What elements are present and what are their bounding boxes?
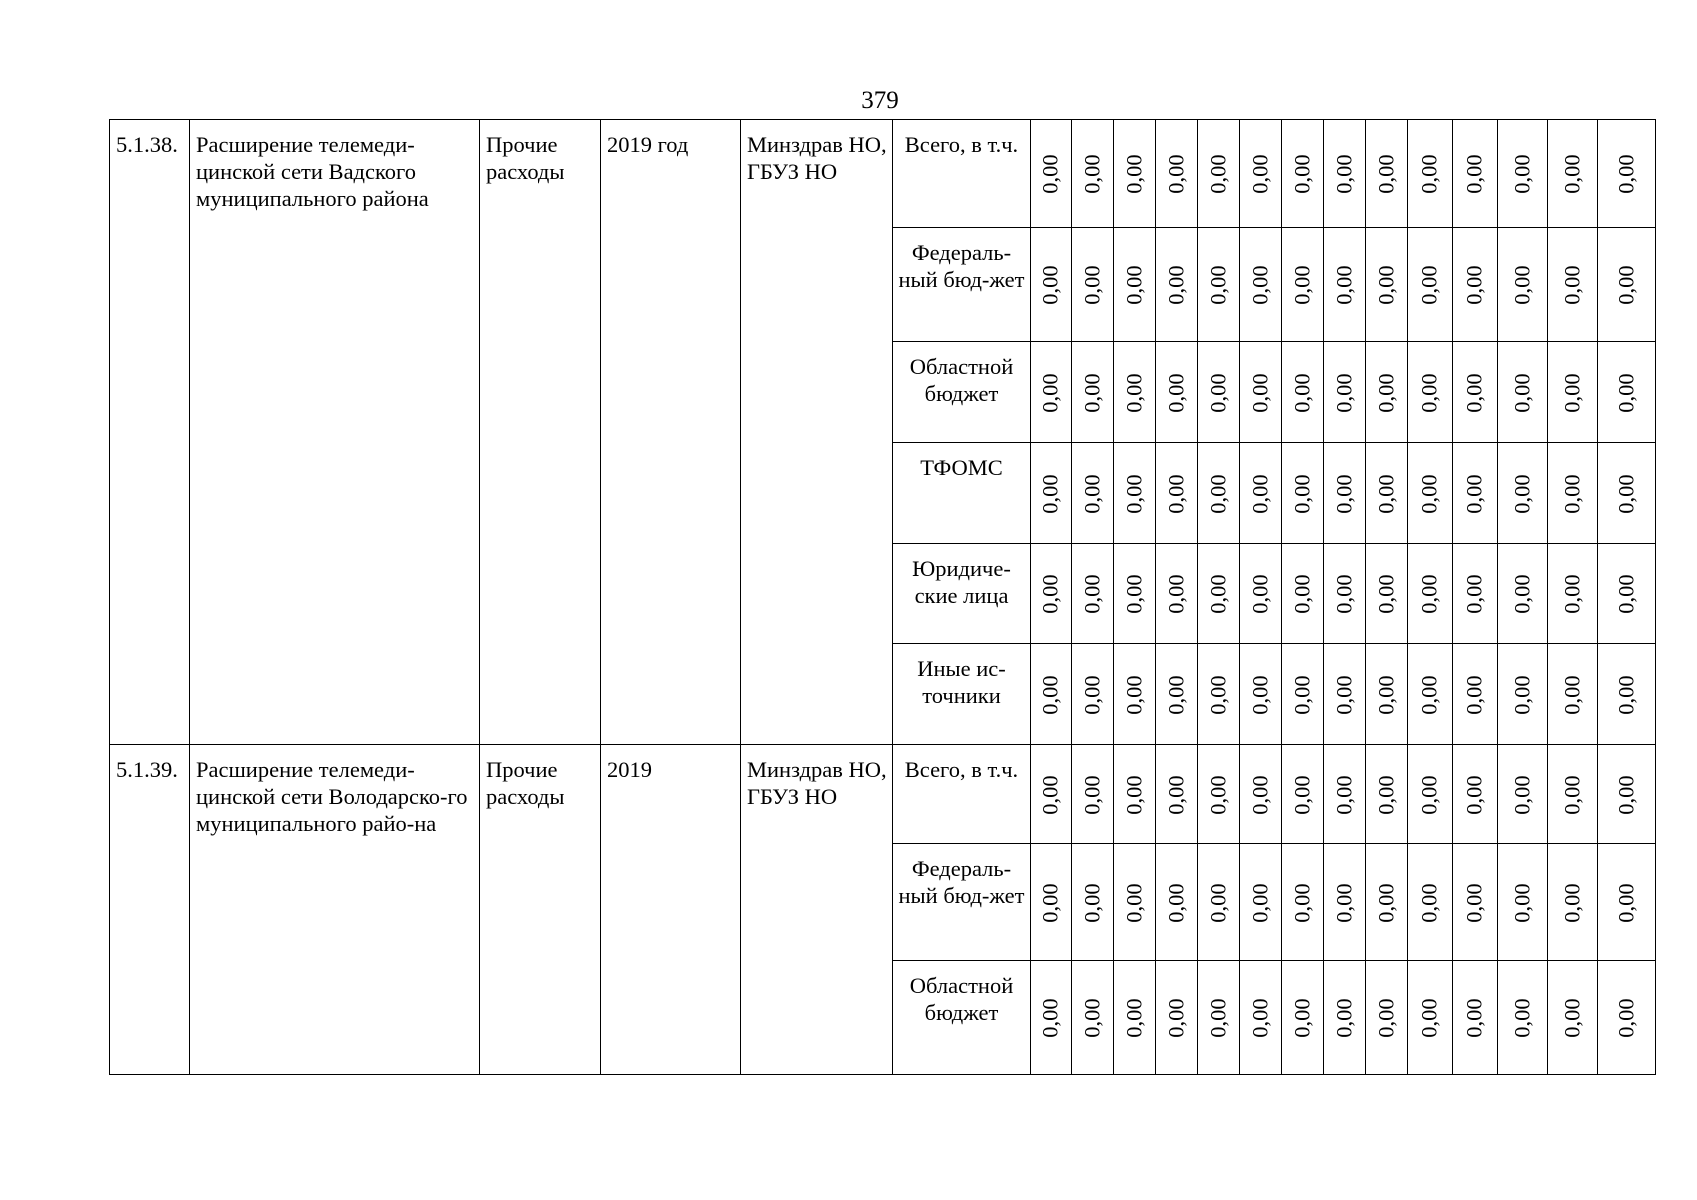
- value-cell: [1324, 544, 1366, 644]
- value-cell: [1453, 745, 1498, 844]
- value-cell: [1198, 745, 1240, 844]
- funding-source-label: ТФОМС: [893, 443, 1031, 544]
- value-cell: [1114, 745, 1156, 844]
- value-cell: [1366, 644, 1408, 745]
- value-text: 0,00: [1462, 372, 1487, 413]
- value-text: 0,00: [1247, 998, 1273, 1038]
- value-text: 0,00: [1289, 473, 1315, 514]
- funding-source-label: Областной бюджет: [893, 342, 1031, 443]
- value-cell: [1072, 644, 1114, 745]
- value-text: 0,00: [1331, 998, 1357, 1038]
- value-text: 0,00: [1509, 473, 1535, 514]
- value-cell: [1240, 120, 1282, 228]
- value-text: 0,00: [1331, 774, 1357, 815]
- value-text: 0,00: [1559, 473, 1585, 514]
- value-text: 0,00: [1417, 882, 1442, 923]
- value-cell: [1114, 120, 1156, 228]
- value-cell: [1548, 544, 1598, 644]
- value-text: 0,00: [1247, 154, 1273, 194]
- value-text: 0,00: [1247, 372, 1273, 413]
- value-text: 0,00: [1038, 154, 1063, 194]
- value-cell: [1498, 844, 1548, 961]
- value-text: 0,00: [1559, 674, 1585, 715]
- item-executor: Минздрав НО, ГБУЗ НО: [741, 120, 893, 745]
- value-cell: [1498, 120, 1548, 228]
- value-cell: [1408, 961, 1453, 1075]
- value-cell: [1498, 644, 1548, 745]
- value-cell: [1548, 120, 1598, 228]
- value-text: 0,00: [1163, 473, 1189, 514]
- value-text: 0,00: [1373, 674, 1399, 715]
- value-text: 0,00: [1417, 774, 1442, 815]
- value-text: 0,00: [1559, 998, 1585, 1038]
- value-cell: [1548, 443, 1598, 544]
- value-cell: [1324, 228, 1366, 342]
- value-text: 0,00: [1121, 882, 1147, 923]
- value-cell: [1240, 544, 1282, 644]
- value-text: 0,00: [1121, 774, 1147, 815]
- value-text: 0,00: [1038, 372, 1063, 413]
- value-cell: [1114, 961, 1156, 1075]
- value-text: 0,00: [1121, 574, 1147, 614]
- expense-type: Прочие расходы: [480, 120, 601, 745]
- value-cell: [1548, 228, 1598, 342]
- value-cell: [1114, 342, 1156, 443]
- value-text: 0,00: [1331, 154, 1357, 194]
- value-cell: [1114, 544, 1156, 644]
- value-text: 0,00: [1205, 882, 1231, 923]
- value-cell: [1156, 644, 1198, 745]
- value-cell: [1156, 228, 1198, 342]
- value-cell: [1031, 745, 1072, 844]
- value-text: 0,00: [1509, 674, 1535, 715]
- value-cell: [1366, 120, 1408, 228]
- value-cell: [1598, 228, 1656, 342]
- value-cell: [1156, 844, 1198, 961]
- value-cell: [1324, 120, 1366, 228]
- value-text: 0,00: [1289, 674, 1315, 715]
- value-cell: [1453, 544, 1498, 644]
- value-cell: [1366, 745, 1408, 844]
- value-text: 0,00: [1462, 998, 1487, 1038]
- value-text: 0,00: [1163, 674, 1189, 715]
- value-text: 0,00: [1289, 154, 1315, 194]
- value-cell: [1548, 745, 1598, 844]
- value-text: 0,00: [1331, 882, 1357, 923]
- value-cell: [1598, 443, 1656, 544]
- value-text: 0,00: [1163, 265, 1189, 305]
- value-cell: [1156, 961, 1198, 1075]
- value-cell: [1072, 961, 1114, 1075]
- value-cell: [1598, 120, 1656, 228]
- value-text: 0,00: [1331, 265, 1357, 305]
- value-text: 0,00: [1079, 574, 1105, 614]
- value-text: 0,00: [1559, 265, 1585, 305]
- budget-table: [109, 119, 1656, 1075]
- value-cell: [1324, 745, 1366, 844]
- value-text: 0,00: [1205, 998, 1231, 1038]
- value-cell: [1408, 644, 1453, 745]
- value-cell: [1031, 644, 1072, 745]
- value-text: 0,00: [1373, 265, 1399, 305]
- item-executor: Минздрав НО, ГБУЗ НО: [741, 745, 893, 1075]
- value-cell: [1366, 443, 1408, 544]
- value-cell: [1240, 961, 1282, 1075]
- value-text: 0,00: [1509, 998, 1535, 1038]
- value-text: 0,00: [1079, 674, 1105, 715]
- value-text: 0,00: [1559, 372, 1585, 413]
- value-cell: [1031, 342, 1072, 443]
- funding-source-label: Всего, в т.ч.: [893, 120, 1031, 228]
- value-cell: [1282, 745, 1324, 844]
- budget-table-wrapper: [109, 119, 1656, 1075]
- value-text: 0,00: [1509, 372, 1535, 413]
- value-text: 0,00: [1462, 154, 1487, 194]
- value-cell: [1198, 342, 1240, 443]
- value-cell: [1031, 961, 1072, 1075]
- value-cell: [1366, 342, 1408, 443]
- value-text: 0,00: [1079, 774, 1105, 815]
- value-text: 0,00: [1163, 998, 1189, 1038]
- value-cell: [1240, 342, 1282, 443]
- value-text: 0,00: [1247, 473, 1273, 514]
- value-cell: [1324, 342, 1366, 443]
- value-text: 0,00: [1373, 774, 1399, 815]
- value-text: 0,00: [1079, 473, 1105, 514]
- value-text: 0,00: [1163, 574, 1189, 614]
- value-cell: [1548, 844, 1598, 961]
- value-text: 0,00: [1613, 674, 1639, 715]
- value-cell: [1072, 745, 1114, 844]
- value-cell: [1598, 961, 1656, 1075]
- value-cell: [1240, 228, 1282, 342]
- item-number: 5.1.38.: [110, 120, 190, 745]
- value-cell: [1598, 644, 1656, 745]
- value-cell: [1198, 844, 1240, 961]
- value-text: 0,00: [1079, 882, 1105, 923]
- value-text: 0,00: [1373, 154, 1399, 194]
- table-row: [110, 745, 1656, 844]
- value-text: 0,00: [1247, 882, 1273, 923]
- value-text: 0,00: [1373, 372, 1399, 413]
- value-cell: [1453, 961, 1498, 1075]
- value-text: 0,00: [1121, 372, 1147, 413]
- value-text: 0,00: [1079, 265, 1105, 305]
- value-cell: [1072, 228, 1114, 342]
- funding-source-label: Федераль-ный бюд-жет: [893, 228, 1031, 342]
- value-cell: [1498, 544, 1548, 644]
- value-text: 0,00: [1417, 674, 1442, 715]
- value-cell: [1198, 443, 1240, 544]
- value-text: 0,00: [1289, 574, 1315, 614]
- value-text: 0,00: [1038, 674, 1063, 715]
- value-cell: [1198, 544, 1240, 644]
- value-cell: [1156, 443, 1198, 544]
- value-cell: [1282, 644, 1324, 745]
- value-cell: [1548, 342, 1598, 443]
- value-text: 0,00: [1462, 774, 1487, 815]
- value-cell: [1031, 544, 1072, 644]
- value-text: 0,00: [1247, 574, 1273, 614]
- value-text: 0,00: [1417, 574, 1442, 614]
- value-cell: [1114, 228, 1156, 342]
- value-cell: [1453, 443, 1498, 544]
- value-cell: [1072, 844, 1114, 961]
- value-cell: [1282, 342, 1324, 443]
- value-text: 0,00: [1205, 674, 1231, 715]
- value-cell: [1408, 342, 1453, 443]
- value-cell: [1114, 443, 1156, 544]
- value-cell: [1198, 120, 1240, 228]
- value-cell: [1282, 228, 1324, 342]
- value-cell: [1031, 228, 1072, 342]
- value-cell: [1324, 443, 1366, 544]
- value-cell: [1114, 844, 1156, 961]
- value-cell: [1453, 342, 1498, 443]
- value-cell: [1240, 644, 1282, 745]
- value-cell: [1282, 544, 1324, 644]
- value-text: 0,00: [1373, 882, 1399, 923]
- value-text: 0,00: [1247, 674, 1273, 715]
- item-name: Расширение телемеди-цинской сети Володарско-го муниципального райо-на: [190, 745, 480, 1075]
- value-text: 0,00: [1613, 372, 1639, 413]
- value-cell: [1156, 342, 1198, 443]
- value-text: 0,00: [1163, 154, 1189, 194]
- value-text: 0,00: [1289, 372, 1315, 413]
- value-text: 0,00: [1509, 574, 1535, 614]
- value-cell: [1498, 228, 1548, 342]
- value-text: 0,00: [1205, 774, 1231, 815]
- value-text: 0,00: [1462, 674, 1487, 715]
- value-text: 0,00: [1038, 265, 1063, 305]
- value-text: 0,00: [1205, 154, 1231, 194]
- value-text: 0,00: [1613, 882, 1639, 923]
- value-text: 0,00: [1205, 574, 1231, 614]
- value-cell: [1498, 443, 1548, 544]
- value-cell: [1408, 228, 1453, 342]
- value-cell: [1282, 120, 1324, 228]
- value-cell: [1198, 644, 1240, 745]
- value-text: 0,00: [1417, 372, 1442, 413]
- value-text: 0,00: [1462, 574, 1487, 614]
- value-cell: [1240, 443, 1282, 544]
- value-cell: [1598, 342, 1656, 443]
- value-cell: [1498, 961, 1548, 1075]
- value-cell: [1324, 644, 1366, 745]
- value-cell: [1114, 644, 1156, 745]
- value-cell: [1498, 745, 1548, 844]
- value-text: 0,00: [1205, 265, 1231, 305]
- value-text: 0,00: [1509, 774, 1535, 815]
- value-text: 0,00: [1613, 574, 1639, 614]
- value-text: 0,00: [1163, 774, 1189, 815]
- value-text: 0,00: [1205, 473, 1231, 514]
- value-text: 0,00: [1038, 774, 1063, 815]
- value-text: 0,00: [1462, 882, 1487, 923]
- value-text: 0,00: [1613, 154, 1639, 194]
- value-text: 0,00: [1121, 674, 1147, 715]
- value-cell: [1366, 544, 1408, 644]
- value-text: 0,00: [1373, 473, 1399, 514]
- value-text: 0,00: [1038, 473, 1063, 514]
- value-cell: [1366, 844, 1408, 961]
- value-text: 0,00: [1613, 774, 1639, 815]
- value-cell: [1031, 443, 1072, 544]
- value-text: 0,00: [1121, 473, 1147, 514]
- item-number: 5.1.39.: [110, 745, 190, 1075]
- value-text: 0,00: [1509, 882, 1535, 923]
- value-cell: [1453, 120, 1498, 228]
- value-cell: [1240, 745, 1282, 844]
- value-text: 0,00: [1559, 574, 1585, 614]
- value-text: 0,00: [1163, 882, 1189, 923]
- value-cell: [1498, 342, 1548, 443]
- value-text: 0,00: [1205, 372, 1231, 413]
- item-name: Расширение телемеди-цинской сети Вадского муниципального района: [190, 120, 480, 745]
- value-text: 0,00: [1559, 882, 1585, 923]
- value-cell: [1156, 745, 1198, 844]
- value-cell: [1282, 844, 1324, 961]
- value-text: 0,00: [1289, 882, 1315, 923]
- value-cell: [1324, 961, 1366, 1075]
- value-cell: [1408, 120, 1453, 228]
- value-cell: [1598, 745, 1656, 844]
- value-text: 0,00: [1163, 372, 1189, 413]
- value-text: 0,00: [1417, 473, 1442, 514]
- value-cell: [1198, 228, 1240, 342]
- value-cell: [1598, 844, 1656, 961]
- value-text: 0,00: [1559, 154, 1585, 194]
- value-cell: [1282, 961, 1324, 1075]
- value-text: 0,00: [1038, 998, 1063, 1038]
- value-cell: [1031, 120, 1072, 228]
- value-cell: [1453, 644, 1498, 745]
- value-cell: [1240, 844, 1282, 961]
- value-cell: [1156, 544, 1198, 644]
- value-cell: [1453, 228, 1498, 342]
- value-text: 0,00: [1121, 154, 1147, 194]
- value-cell: [1408, 844, 1453, 961]
- value-cell: [1072, 342, 1114, 443]
- value-text: 0,00: [1417, 154, 1442, 194]
- value-text: 0,00: [1079, 998, 1105, 1038]
- funding-source-label: Всего, в т.ч.: [893, 745, 1031, 844]
- value-text: 0,00: [1121, 265, 1147, 305]
- funding-source-label: Федераль-ный бюд-жет: [893, 844, 1031, 961]
- value-text: 0,00: [1247, 265, 1273, 305]
- value-text: 0,00: [1079, 154, 1105, 194]
- value-cell: [1453, 844, 1498, 961]
- table-row: [110, 120, 1656, 228]
- value-text: 0,00: [1613, 473, 1639, 514]
- value-text: 0,00: [1331, 372, 1357, 413]
- value-text: 0,00: [1079, 372, 1105, 413]
- value-cell: [1156, 120, 1198, 228]
- value-text: 0,00: [1038, 574, 1063, 614]
- value-text: 0,00: [1289, 265, 1315, 305]
- value-cell: [1548, 961, 1598, 1075]
- value-cell: [1408, 745, 1453, 844]
- item-period: 2019 год: [601, 120, 741, 745]
- value-cell: [1072, 544, 1114, 644]
- value-cell: [1598, 544, 1656, 644]
- funding-source-label: Областной бюджет: [893, 961, 1031, 1075]
- value-text: 0,00: [1613, 998, 1639, 1038]
- value-text: 0,00: [1373, 574, 1399, 614]
- value-text: 0,00: [1121, 998, 1147, 1038]
- value-text: 0,00: [1331, 473, 1357, 514]
- value-cell: [1366, 228, 1408, 342]
- value-text: 0,00: [1613, 265, 1639, 305]
- page-number: 379: [861, 87, 899, 114]
- value-cell: [1072, 443, 1114, 544]
- value-text: 0,00: [1559, 774, 1585, 815]
- value-text: 0,00: [1509, 154, 1535, 194]
- value-cell: [1324, 844, 1366, 961]
- value-cell: [1408, 544, 1453, 644]
- value-cell: [1282, 443, 1324, 544]
- value-cell: [1031, 844, 1072, 961]
- value-cell: [1366, 961, 1408, 1075]
- value-cell: [1408, 443, 1453, 544]
- value-text: 0,00: [1247, 774, 1273, 815]
- value-text: 0,00: [1289, 998, 1315, 1038]
- value-text: 0,00: [1331, 674, 1357, 715]
- value-cell: [1072, 120, 1114, 228]
- value-cell: [1198, 961, 1240, 1075]
- value-text: 0,00: [1289, 774, 1315, 815]
- value-text: 0,00: [1417, 998, 1442, 1038]
- funding-source-label: Юридиче-ские лица: [893, 544, 1031, 644]
- value-text: 0,00: [1417, 265, 1442, 305]
- value-text: 0,00: [1509, 265, 1535, 305]
- value-text: 0,00: [1462, 265, 1487, 305]
- funding-source-label: Иные ис-точники: [893, 644, 1031, 745]
- value-text: 0,00: [1038, 882, 1063, 923]
- value-text: 0,00: [1462, 473, 1487, 514]
- value-text: 0,00: [1373, 998, 1399, 1038]
- value-text: 0,00: [1331, 574, 1357, 614]
- item-period: 2019: [601, 745, 741, 1075]
- expense-type: Прочие расходы: [480, 745, 601, 1075]
- value-cell: [1548, 644, 1598, 745]
